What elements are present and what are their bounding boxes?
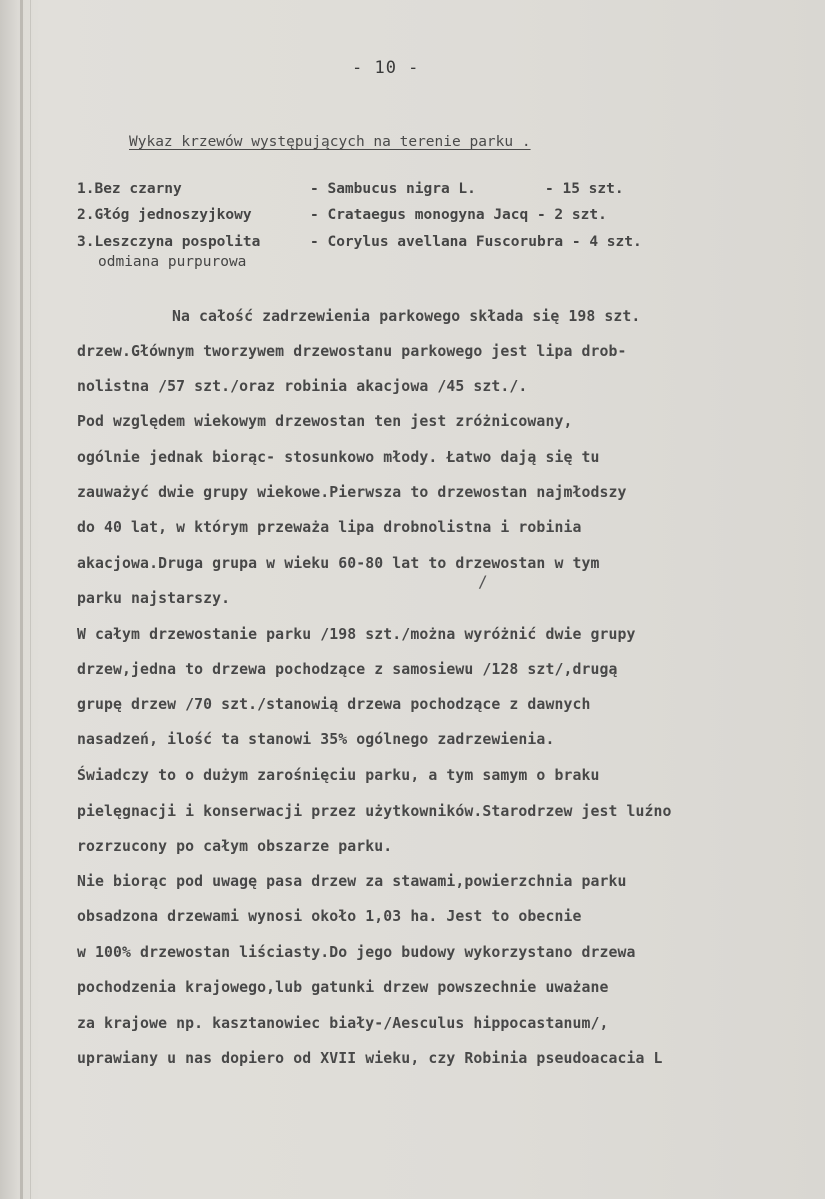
pen-mark: / — [478, 572, 488, 591]
shrub-1-count: - 15 szt. — [545, 181, 624, 197]
shrub-3-variety: odmiana purpurowa — [98, 254, 247, 270]
body-line: nolistna /57 szt./oraz robinia akacjowa /45 szt./. — [77, 378, 528, 395]
shrub-3-name: 3.Leszczyna pospolita — [77, 234, 261, 250]
body-line: Świadczy to o dużym zarośnięciu parku, a tym samym o braku — [77, 767, 600, 784]
body-line: w 100% drzewostan liściasty.Do jego budowy wykorzystano drzewa — [77, 944, 636, 961]
body-line: rozrzucony po całym obszarze parku. — [77, 838, 393, 855]
binding-edge — [20, 0, 23, 1199]
body-line: Pod względem wiekowym drzewostan ten jest zróżnicowany, — [77, 413, 573, 430]
body-line: akacjowa.Druga grupa w wieku 60-80 lat to drzewostan w tym — [77, 555, 600, 572]
page-number: - 10 - — [352, 58, 420, 78]
body-line: do 40 lat, w którym przeważa lipa drobnolistna i robinia — [77, 519, 582, 536]
body-line: parku najstarszy. — [77, 590, 231, 607]
body-line: ogólnie jednak biorąc- stosunkowo młody. Łatwo dają się tu — [77, 449, 600, 466]
binding-fold — [30, 0, 31, 1199]
body-line: pielęgnacji i konserwacji przez użytkowników.Starodrzew jest luźno — [77, 803, 672, 820]
body-line: za krajowe np. kasztanowiec biały-/Aesculus hippocastanum/, — [77, 1015, 609, 1032]
body-line: grupę drzew /70 szt./stanowią drzewa pochodzące z dawnych — [77, 696, 591, 713]
shrub-3-latin: - Corylus avellana Fuscorubra - 4 szt. — [310, 234, 642, 250]
shrub-2-name: 2.Głóg jednoszyjkowy — [77, 207, 252, 223]
body-line: obsadzona drzewami wynosi około 1,03 ha. Jest to obecnie — [77, 908, 582, 925]
shrub-1-latin: - Sambucus nigra L. — [310, 181, 476, 197]
body-line: Nie biorąc pod uwagę pasa drzew za stawami,powierzchnia parku — [77, 873, 627, 890]
section-heading: Wykaz krzewów występujących na terenie parku . — [129, 134, 531, 150]
shrub-1-name: 1.Bez czarny — [77, 181, 182, 197]
body-line: uprawiany u nas dopiero od XVII wieku, czy Robinia pseudoacacia L — [77, 1050, 663, 1067]
body-line: W całym drzewostanie parku /198 szt./można wyróżnić dwie grupy — [77, 626, 636, 643]
body-line: Na całość zadrzewienia parkowego składa się 198 szt. — [172, 308, 641, 325]
body-line: zauważyć dwie grupy wiekowe.Pierwsza to drzewostan najmłodszy — [77, 484, 627, 501]
shrub-2-latin: - Crataegus monogyna Jacq - 2 szt. — [310, 207, 607, 223]
body-line: nasadzeń, ilość ta stanowi 35% ogólnego zadrzewienia. — [77, 731, 555, 748]
body-line: drzew.Głównym tworzywem drzewostanu parkowego jest lipa drob- — [77, 343, 627, 360]
body-line: pochodzenia krajowego,lub gatunki drzew powszechnie uważane — [77, 979, 609, 996]
body-line: drzew,jedna to drzewa pochodzące z samosiewu /128 szt/,drugą — [77, 661, 618, 678]
